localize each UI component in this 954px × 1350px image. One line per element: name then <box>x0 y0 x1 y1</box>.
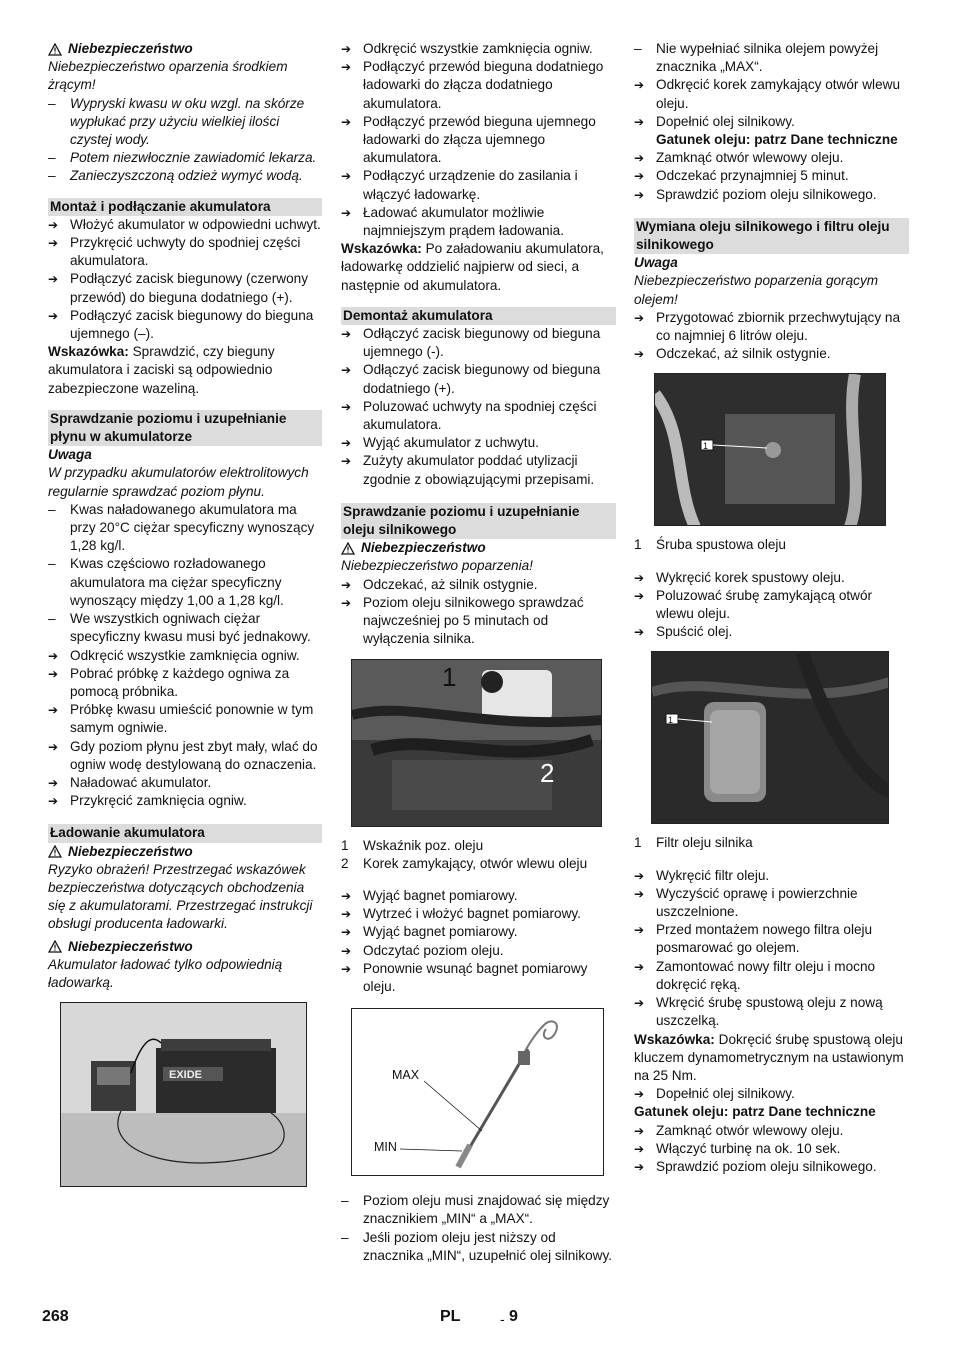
photo-callout-1: 1 <box>703 441 709 452</box>
danger-text: Niebezpieczeństwo oparzenia środkiem żrącym! <box>48 59 288 93</box>
dipstick-illustration <box>352 1009 604 1176</box>
list-item: – Zanieczyszczoną odzież wymyć wodą. <box>48 167 322 185</box>
step: ➔ Wytrzeć i włożyć bagnet pomiarowy. <box>341 905 616 923</box>
caption-number: 1 <box>634 835 642 851</box>
caption-text: Korek zamykający, otwór wlewu oleju <box>363 855 588 871</box>
step: ➔ Przykręcić uchwyty do spodniej części akumulatora. <box>48 234 322 270</box>
oil-grade-note: Gatunek oleju: patrz Dane techniczne <box>634 1104 876 1120</box>
step: ➔ Podłączyć zacisk biegunowy (czerwony przewód) do bieguna dodatniego (+). <box>48 270 322 306</box>
max-label: MAX <box>392 1068 420 1083</box>
caution-text: W przypadku akumulatorów elektrolitowych regularnie sprawdzać poziom płynu. <box>48 465 309 499</box>
step: ➔ Wyjąć bagnet pomiarowy. <box>341 887 616 905</box>
note-text: Sprawdzić, czy bieguny akumulatora i zaciski są odpowiednio zabezpieczone wazeliną. <box>48 344 275 396</box>
warning-triangle-icon <box>48 43 62 56</box>
step: ➔ Odkręcić wszystkie zamknięcia ogniw. <box>48 647 322 665</box>
note-label: Wskazówka: <box>634 1031 715 1047</box>
column-2 <box>341 40 616 1265</box>
step: ➔ Przykręcić zamknięcia ogniw. <box>48 792 322 810</box>
danger-heading <box>48 40 322 58</box>
list-item: – Kwas częściowo rozładowanego akumulatora ma ciężar specyficzny wynoszący między 1,00 a 1,28 kg/l. <box>48 555 322 610</box>
step: ➔ Próbkę kwasu umieścić ponownie w tym samym ogniwie. <box>48 701 322 737</box>
oil-grade-note: Gatunek oleju: patrz Dane techniczne <box>656 132 898 148</box>
danger-text: Ryzyko obrażeń! Przestrzegać wskazówek bezpieczeństwa dotyczących obchodzenia się z akumulatorami. Przestrzegać instrukcji obsługi producenta ładowarki. <box>48 861 313 932</box>
photo-callout-1: 1 <box>668 715 674 726</box>
caption-number: 1 <box>341 837 349 853</box>
step: ➔ Odkręcić wszystkie zamknięcia ogniw. <box>341 40 616 58</box>
step: ➔ Dopełnić olej silnikowy. <box>634 113 909 131</box>
danger-heading <box>48 938 322 956</box>
step: ➔ Odłączyć zacisk biegunowy od bieguna dodatniego (+). <box>341 361 616 397</box>
danger-text: Akumulator ładować tylko odpowiednią ładowarką. <box>48 956 283 990</box>
step: ➔ Odczekać, aż silnik ostygnie. <box>634 345 909 363</box>
caution-title: Uwaga <box>634 255 678 271</box>
step: ➔ Podłączyć urządzenie do zasilania i włączyć ładowarkę. <box>341 167 616 203</box>
step: ➔ Dopełnić olej silnikowy. <box>634 1085 909 1103</box>
caption-text: Wskaźnik poz. oleju <box>363 837 484 853</box>
warning-triangle-icon <box>48 940 62 953</box>
step: ➔ Wkręcić śrubę spustową oleju z nową uszczelką. <box>634 994 909 1030</box>
list-item: – Wypryski kwasu w oku wzgl. na skórze wypłukać przy użyciu wielkiej ilości czystej wody. <box>48 95 322 150</box>
step: ➔ Wyczyścić oprawę i powierzchnie uszczelnione. <box>634 885 909 921</box>
spacer <box>634 853 909 867</box>
step: ➔ Spuścić olej. <box>634 623 909 641</box>
danger-heading <box>341 539 616 557</box>
page-number: 268 <box>42 1308 69 1325</box>
caption <box>634 536 909 554</box>
battery-charger-photo <box>60 1002 307 1187</box>
drain-screw-photo <box>654 373 886 526</box>
spacer <box>634 555 909 569</box>
section-heading: Sprawdzanie poziomu i uzupełnianie oleju silnikowego <box>341 503 616 539</box>
column-3 <box>634 40 909 1176</box>
danger-heading <box>48 843 322 861</box>
step: ➔ Sprawdzić poziom oleju silnikowego. <box>634 186 909 204</box>
language-code: PL <box>440 1308 461 1325</box>
step: ➔ Włożyć akumulator w odpowiedni uchwyt. <box>48 216 322 234</box>
caption-number: 2 <box>341 855 349 871</box>
step: ➔ Przed montażem nowego filtra oleju posmarować go olejem. <box>634 921 909 957</box>
note <box>634 1031 909 1086</box>
spacer <box>341 873 616 887</box>
step: ➔ Włączyć turbinę na ok. 10 sek. <box>634 1140 909 1158</box>
step: ➔ Zamknąć otwór wlewowy oleju. <box>634 149 909 167</box>
caution-text: Niebezpieczeństwo poparzenia gorącym olejem! <box>634 273 879 307</box>
section-page-number: 9 <box>509 1308 518 1325</box>
min-label: MIN <box>374 1140 397 1155</box>
caption-text: Filtr oleju silnika <box>656 835 753 851</box>
list-item: – Jeśli poziom oleju jest niższy od znacznika „MIN“, uzupełnić olej silnikowy. <box>341 1229 616 1265</box>
step: ➔ Wyjąć bagnet pomiarowy. <box>341 923 616 941</box>
step: ➔ Poluzować śrubę zamykającą otwór wlewu oleju. <box>634 587 909 623</box>
filter-photo-illustration <box>652 652 889 824</box>
step: ➔ Pobrać próbkę z każdego ogniwa za pomocą próbnika. <box>48 665 322 701</box>
note-label: Wskazówka: <box>48 344 129 360</box>
step: ➔ Ponownie wsunąć bagnet pomiarowy oleju. <box>341 960 616 996</box>
danger-title: Niebezpieczeństwo <box>68 41 193 56</box>
step: ➔ Poluzować uchwyty na spodniej części akumulatora. <box>341 398 616 434</box>
section-heading: Montaż i podłączanie akumulatora <box>48 198 322 216</box>
list-item: – Nie wypełniać silnika olejem powyżej znacznika „MAX“. <box>634 40 909 76</box>
step: ➔ Wykręcić korek spustowy oleju. <box>634 569 909 587</box>
step: ➔ Naładować akumulator. <box>48 774 322 792</box>
step: ➔ Podłączyć przewód bieguna ujemnego ładowarki do złącza ujemnego akumulatora. <box>341 113 616 168</box>
step: ➔ Wykręcić filtr oleju. <box>634 867 909 885</box>
danger-title: Niebezpieczeństwo <box>68 843 193 859</box>
step: ➔ Sprawdzić poziom oleju silnikowego. <box>634 1158 909 1176</box>
drain-photo-illustration <box>655 374 886 526</box>
section-heading: Sprawdzanie poziomu i uzupełnianie płynu w akumulatorze <box>48 410 322 446</box>
caption <box>634 834 909 852</box>
step: ➔ Odczekać przynajmniej 5 minut. <box>634 167 909 185</box>
section-heading: Demontaż akumulatora <box>341 307 616 325</box>
step: ➔ Ładować akumulator możliwie najmniejszym prądem ładowania. <box>341 204 616 240</box>
engine-photo-illustration <box>352 660 602 827</box>
step: ➔ Gdy poziom płynu jest zbyt mały, wlać do ogniw wodę destylowaną do oznaczenia. <box>48 738 322 774</box>
step: ➔ Zamontować nowy filtr oleju i mocno dokręcić ręką. <box>634 958 909 994</box>
caption-number: 1 <box>634 537 642 553</box>
section-heading: Ładowanie akumulatora <box>48 824 322 842</box>
danger-text: Niebezpieczeństwo poparzenia! <box>341 558 533 574</box>
note-text: Dokręcić śrubę spustową oleju kluczem dynamometrycznym na ustawionym na 25 Nm. <box>634 1031 904 1083</box>
step: ➔ Odkręcić korek zamykający otwór wlewu oleju. <box>634 76 909 112</box>
step: ➔ Zamknąć otwór wlewowy oleju. <box>634 1122 909 1140</box>
section-heading: Wymiana oleju silnikowego i filtru oleju silnikowego <box>634 218 909 254</box>
step: ➔ Poziom oleju silnikowego sprawdzać najwcześniej po 5 minutach od wyłączenia silnika. <box>341 594 616 649</box>
step: ➔ Przygotować zbiornik przechwytujący na co najmniej 6 litrów oleju. <box>634 309 909 345</box>
note <box>48 343 322 398</box>
warning-triangle-icon <box>341 542 355 555</box>
note <box>341 240 616 295</box>
list-item: – Kwas naładowanego akumulatora ma przy 20°C ciężar specyficzny wynoszący 1,28 kg/l. <box>48 501 322 556</box>
note-text: Po załadowaniu akumulatora, ładowarkę oddzielić najpierw od sieci, a następnie od akumulatora. <box>341 241 604 293</box>
step: ➔ Odczytać poziom oleju. <box>341 942 616 960</box>
caption <box>341 837 616 855</box>
danger-title: Niebezpieczeństwo <box>361 540 486 556</box>
battery-photo-illustration <box>61 1003 307 1187</box>
list-item: – Poziom oleju musi znajdować się między znacznikiem „MIN“ a „MAX“. <box>341 1192 616 1228</box>
engine-oil-photo <box>351 659 602 827</box>
oil-filter-photo <box>651 651 889 824</box>
photo-callout-2: 2 <box>540 757 555 788</box>
list-item: – We wszystkich ogniwach ciężar specyficzny kwasu musi być jednakowy. <box>48 610 322 646</box>
danger-title: Niebezpieczeństwo <box>68 938 193 954</box>
step: ➔ Podłączyć przewód bieguna dodatniego ładowarki do złącza dodatniego akumulatora. <box>341 58 616 113</box>
note-label: Wskazówka: <box>341 241 422 257</box>
step: ➔ Odłączyć zacisk biegunowy od bieguna ujemnego (-). <box>341 325 616 361</box>
step: ➔ Podłączyć zacisk biegunowy do bieguna ujemnego (–). <box>48 307 322 343</box>
column-1 <box>48 40 322 1197</box>
step: ➔ Wyjąć akumulator z uchwytu. <box>341 434 616 452</box>
caption-text: Śruba spustowa oleju <box>656 537 786 553</box>
footer-separator: - <box>500 1311 505 1327</box>
caution-title: Uwaga <box>48 447 92 463</box>
dipstick-diagram <box>351 1008 604 1176</box>
photo-callout-1: 1 <box>442 661 457 692</box>
warning-triangle-icon <box>48 845 62 858</box>
step: ➔ Odczekać, aż silnik ostygnie. <box>341 576 616 594</box>
caption <box>341 855 616 873</box>
battery-brand-label: EXIDE <box>169 1069 203 1082</box>
step: ➔ Zużyty akumulator poddać utylizacji zgodnie z obowiązującymi przepisami. <box>341 452 616 488</box>
list-item: – Potem niezwłocznie zawiadomić lekarza. <box>48 149 322 167</box>
